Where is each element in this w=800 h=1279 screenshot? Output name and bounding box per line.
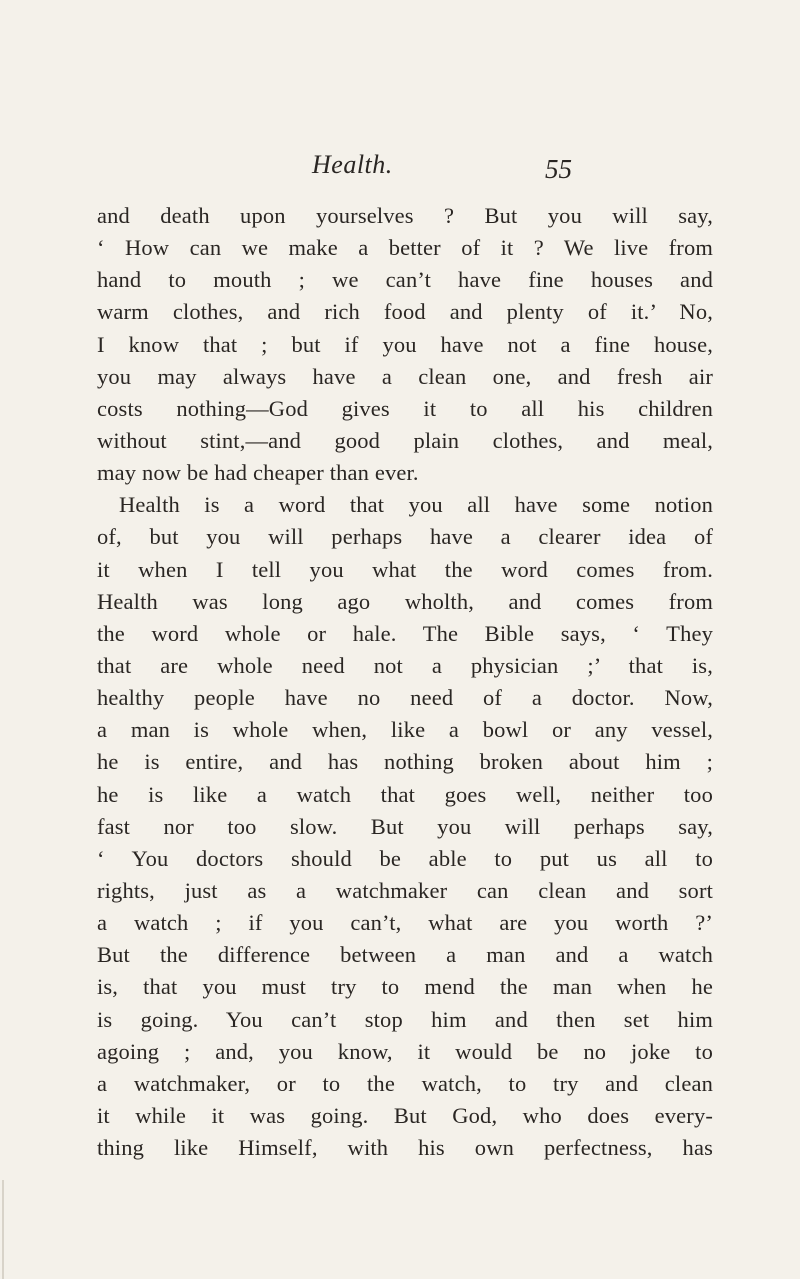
running-title: Health. bbox=[312, 150, 393, 179]
text-line: warm clothes, and rich food and plenty of it.’ No, bbox=[97, 299, 713, 325]
text-line: he is entire, and has nothing broken about him ; bbox=[97, 749, 713, 775]
text-line: But the difference between a man and a watch bbox=[97, 942, 713, 968]
text-line: agoing ; and, you know, it would be no joke to bbox=[97, 1038, 713, 1064]
text-line: a watchmaker, or to the watch, to try and clean bbox=[97, 1070, 713, 1096]
text-line: I know that ; but if you have not a fine house, bbox=[97, 331, 713, 357]
text-line: that are whole need not a physician ;’ that is, bbox=[97, 652, 713, 678]
text-line: it while it was going. But God, who does every- bbox=[97, 1102, 713, 1128]
text-line: he is like a watch that goes well, neither too bbox=[97, 781, 713, 807]
page-number: 55 bbox=[545, 154, 572, 184]
text-line: of, but you will perhaps have a clearer idea of bbox=[97, 524, 713, 550]
text-line: ‘ You doctors should be able to put us all to bbox=[97, 845, 713, 871]
text-line: without stint,—and good plain clothes, and meal, bbox=[97, 427, 713, 453]
text-line: costs nothing—God gives it to all his children bbox=[97, 395, 713, 421]
text-line: may now be had cheaper than ever. bbox=[97, 460, 419, 486]
text-line: it when I tell you what the word comes from. bbox=[97, 556, 713, 582]
text-line: and death upon yourselves ? But you will say, bbox=[97, 203, 713, 228]
running-header bbox=[0, 150, 800, 190]
text-line: a man is whole when, like a bowl or any vessel, bbox=[97, 717, 713, 743]
text-line: ‘ How can we make a better of it ? We live from bbox=[97, 235, 713, 261]
text-line: is, that you must try to mend the man when he bbox=[97, 974, 713, 1000]
text-line: you may always have a clean one, and fresh air bbox=[97, 363, 713, 389]
text-line: is going. You can’t stop him and then set him bbox=[97, 1006, 713, 1032]
page-edge-mark bbox=[2, 1180, 4, 1279]
paragraph-start-line: Health is a word that you all have some notion bbox=[119, 492, 713, 518]
text-line: thing like Himself, with his own perfectness, has bbox=[97, 1135, 713, 1161]
text-line: a watch ; if you can’t, what are you worth ?’ bbox=[97, 910, 713, 936]
body-text bbox=[97, 200, 713, 1164]
text-line: the word whole or hale. The Bible says, ‘ They bbox=[97, 620, 713, 646]
text-line: fast nor too slow. But you will perhaps say, bbox=[97, 813, 713, 839]
text-line: hand to mouth ; we can’t have fine houses and bbox=[97, 267, 713, 293]
text-line: Health was long ago wholth, and comes from bbox=[97, 588, 713, 614]
text-line: healthy people have no need of a doctor. Now, bbox=[97, 685, 713, 711]
text-line: rights, just as a watchmaker can clean and sort bbox=[97, 877, 713, 903]
